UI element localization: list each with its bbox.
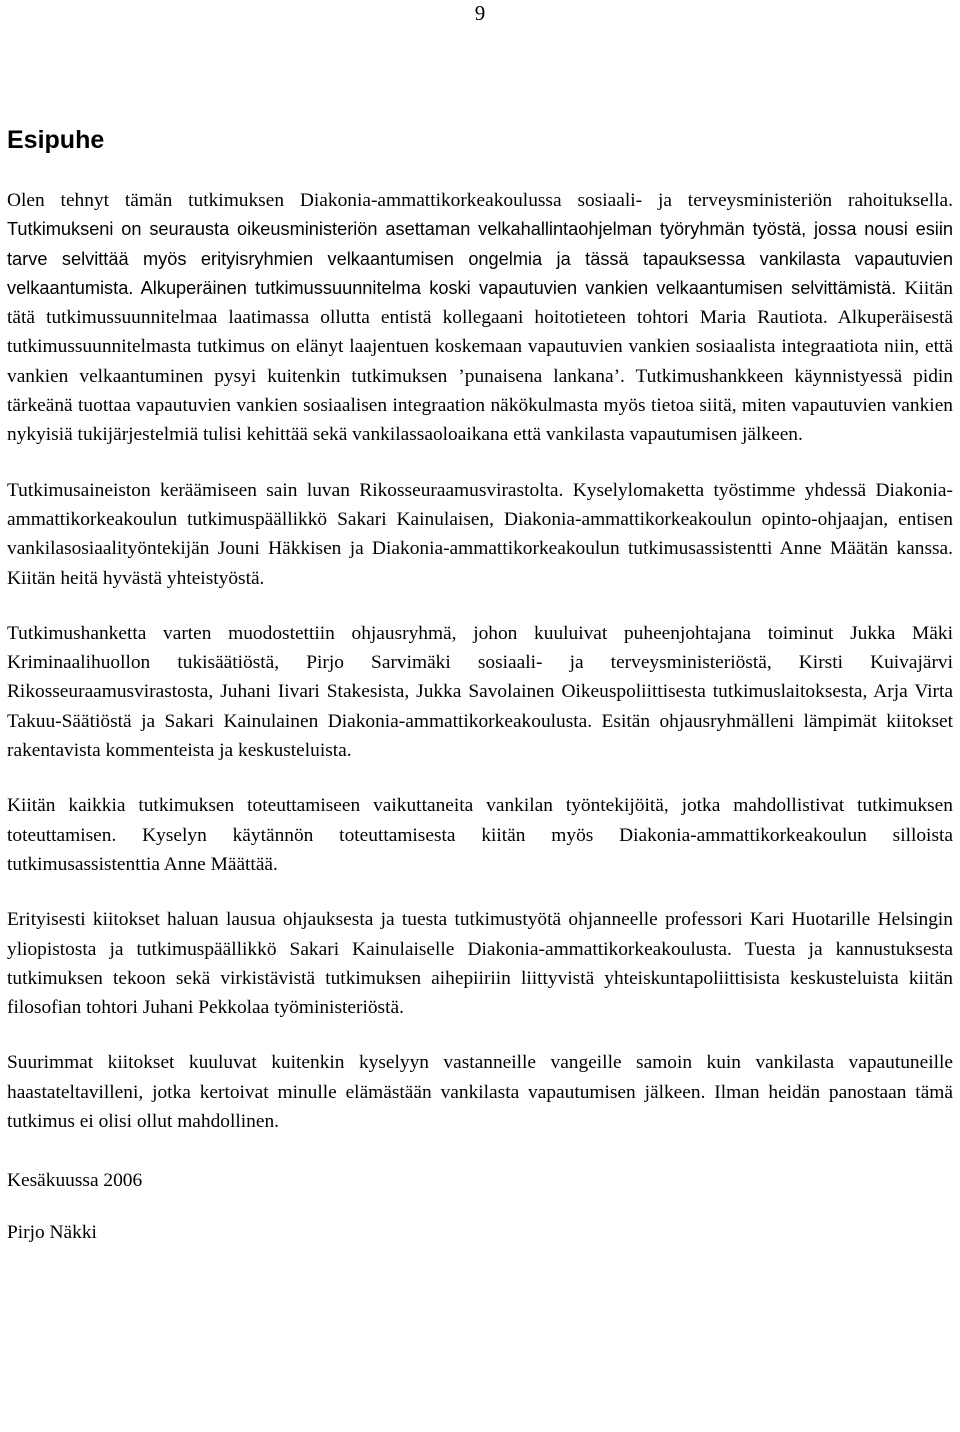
paragraph-6: Suurimmat kiitokset kuuluvat kuitenkin kyselyyn vastanneille vangeille samoin kuin vankilasta vapautuneille haastateltavilleni, jotka kertoivat minulle elämästään vankilasta vapautumisen jälkeen. Ilman heidän panostaan tämä tutkimus ei olisi ollut mahdollinen.	[7, 1052, 953, 1133]
paragraph-5: Erityisesti kiitokset haluan lausua ohjauksesta ja tuesta tutkimustyötä ohjanneelle professori Kari Huotarille Helsingin yliopistosta ja tutkimuspäällikkö Sakari Kainulaiselle Diakonia-ammattikorkeakoulusta. Tuesta ja kannustuksesta tutkimuksen tekoon sekä virkistävistä tutkimuksen aihepiiriin liittyvistä yhteiskuntapoliittisista keskusteluista kiitän filosofian tohtori Juhani Pekkolaa työministeriöstä.	[7, 909, 953, 1019]
page-number: 9	[474, 1, 486, 25]
section-heading: Esipuhe	[7, 126, 105, 154]
paragraph-1-part-1: Olen tehnyt tämän tutkimuksen Diakonia-ammattikorkeakoulussa sosiaali- ja terveysministeriön rahoituksella.	[7, 190, 953, 211]
paragraph-4: Kiitän kaikkia tutkimuksen toteuttamiseen vaikuttaneita vankilan työntekijöitä, jotka mahdollistivat tutkimuksen toteuttamisen. Kyselyn käytännön toteuttamisesta kiitän myös Diakonia-ammattikorkeakoulun silloista tutkimusassistenttia Anne Määttää.	[7, 795, 953, 875]
paragraph-1	[7, 186, 953, 450]
document-body	[7, 120, 953, 1247]
paragraph-1-part-2: Tutkimukseni on seurausta oikeusministeriön asettaman velkahallintaohjelman työryhmän työstä, jossa nousi esiin tarve selvittää myös erityisryhmien velkaantumisen ongelmia ja tässä tapauksessa vankilasta vapautuvien velkaantumista. Alkuperäinen tutkimussuunnitelma koski vapautuvien vankien velkaantumisen selvittämistä.	[7, 219, 953, 298]
closing-date: Kesäkuussa 2006	[7, 1170, 143, 1192]
paragraph-1-part-3: Kiitän tätä tutkimussuunnitelmaa laatimassa ollutta entistä kollegaani hoitotieteen tohtori Maria Rautiota. Alkuperäisestä tutkimussuunnitelmasta tutkimus on elänyt laajentuen koskemaan vapautuvien vankien sosiaalista integraatiota niin, että vankien velkaantuminen pysyi kuitenkin tutkimuksen ’punaisena lankana’. Tutkimushankkeen käynnistyessä pidin tärkeänä tuottaa vapautuvien vankien sosiaalisen integraation näkökulmasta myös tietoa siitä, miten vapautuvien vankien nykyisiä tukijärjestelmiä tulisi kehittää sekä vankilassaoloaikana että vankilasta vapautumisen jälkeen.	[7, 277, 953, 446]
author-signature: Pirjo Näkki	[7, 1221, 97, 1243]
paragraph-2: Tutkimusaineiston keräämiseen sain luvan Rikosseuraamusvirastolta. Kyselylomaketta työstimme yhdessä Diakonia-ammattikorkeakoulun tutkimuspäällikkö Sakari Kainulaisen, Diakonia-ammattikorkeakoulun opinto-ohjaajan, entisen vankilasosiaalityöntekijän Jouni Häkkisen ja Diakonia-ammattikorkeakoulun tutkimusassistentti Anne Määtän kanssa. Kiitän heitä hyvästä yhteistyöstä.	[7, 479, 953, 589]
paragraph-3: Tutkimushanketta varten muodostettiin ohjausryhmä, johon kuuluivat puheenjohtajana toiminut Jukka Mäki Kriminaalihuollon tukisäätiöstä, Pirjo Sarvimäki sosiaali- ja terveysministeriöstä, Kirsti Kuivajärvi Rikosseuraamusvirastosta, Juhani Iivari Stakesista, Jukka Savolainen Oikeuspoliittisesta tutkimuslaitoksesta, Arja Virta Takuu-Säätiöstä ja Sakari Kainulainen Diakonia-ammattikorkeakoulusta. Esitän ohjausryhmälleni lämpimät kiitokset rakentavista kommenteista ja keskusteluista.	[7, 622, 953, 762]
